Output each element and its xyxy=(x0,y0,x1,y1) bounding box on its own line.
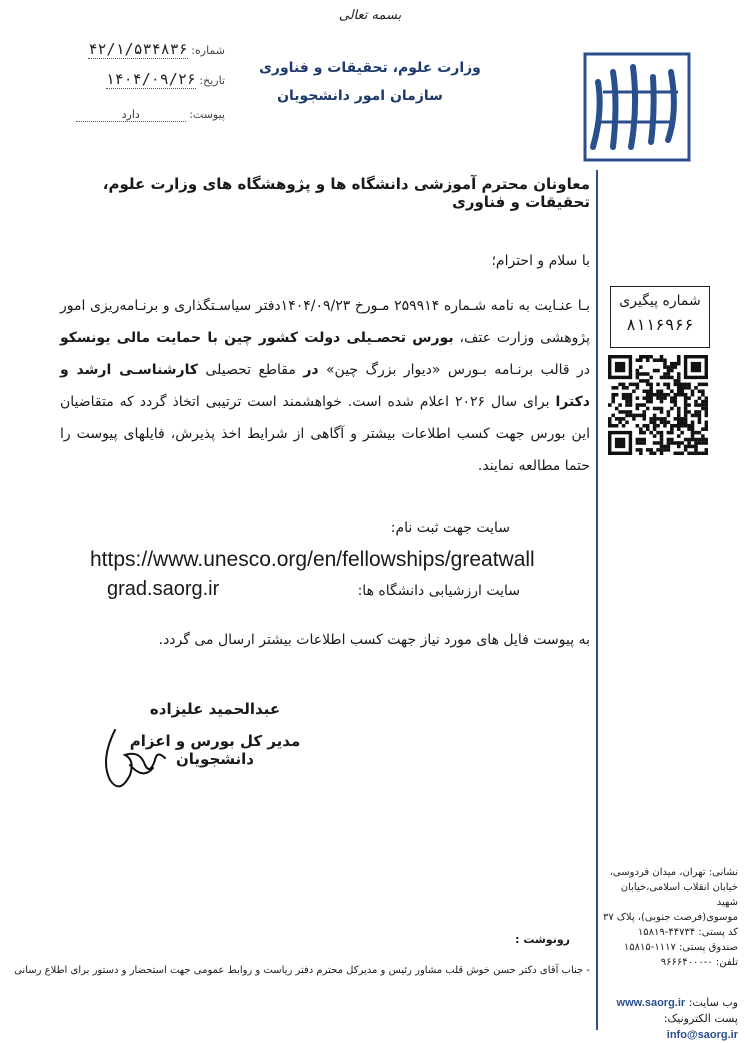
address-line-3: موسوی(فرصت جنوبی)، پلاک ۳۷ xyxy=(602,912,738,923)
greeting: با سلام و احترام؛ xyxy=(491,253,590,269)
tracking-box xyxy=(610,286,710,348)
qr-code[interactable] xyxy=(608,355,708,455)
tracking-label: شماره پیگیری xyxy=(619,293,701,309)
copy-label: رونوشت : xyxy=(515,933,570,946)
web-label: وب سایت: xyxy=(688,996,738,1009)
register-site-label: سایت جهت ثبت نام: xyxy=(390,520,510,536)
date-value: ۱۴۰۴/۰۹/۲۶ xyxy=(105,70,196,88)
body-text-4: برای سال ۲۰۲۶ اعلام شده است. خواهشمند است ترتیبی اتخاذ گردد که متقاضیان این بورس جهت کسب اطلاعات بیشتر و آگاهی از شرایط اخذ پذیرش، فایلهای پیوست را حتما مطالعه نمایند. xyxy=(60,394,590,474)
attachment-value: دارد xyxy=(76,108,186,122)
address-line-4: کد پستی: ۴۴۷۳۴-۱۵۸۱۹ xyxy=(637,927,738,938)
register-url-link[interactable]: https://www.unesco.org/en/fellowships/greatwall xyxy=(90,548,535,571)
email-value[interactable]: info@saorg.ir xyxy=(666,1029,738,1041)
evaluation-url-link[interactable]: grad.saorg.ir xyxy=(107,578,220,600)
letter-number-row xyxy=(35,40,225,59)
body-text-3: مقاطع تحصیلی xyxy=(198,362,304,378)
body-bold-2: در xyxy=(303,362,319,378)
recipient-line: معاونان محترم آموزشی دانشگاه ها و پژوهشگاه های وزارت علوم، تحقیقات و فناوری xyxy=(102,175,590,211)
address-line-1: نشانی: تهران، میدان فردوسی، xyxy=(609,867,738,878)
signatory-name: عبدالحمید علیزاده xyxy=(149,700,281,718)
organization-logo xyxy=(583,52,691,162)
letter-body xyxy=(60,290,590,482)
number-value: ۴۲/۱/۵۳۴۸۳۶ xyxy=(88,40,188,58)
number-label: شماره: xyxy=(191,44,225,57)
handwritten-signature xyxy=(95,720,175,800)
copy-line: - جناب آقای دکتر حسن خوش قلب مشاور رئیس و مدیرکل محترم دفتر ریاست و روابط عمومی جهت استحضار و دستور برای اطلاع رسانی xyxy=(14,965,590,976)
body-bold-1: بورس تحصـیلی دولت کشور چین با حمایت مالی یونسکو xyxy=(60,330,454,346)
ministry-name: وزارت علوم، تحقیقات و فناوری xyxy=(259,60,481,76)
body-bold-3: کارشناسـی ارشد و دکترا xyxy=(60,362,590,410)
attachment-note: به پیوست فایل های مورد نیاز جهت کسب اطلاعات بیشتر ارسال می گردد. xyxy=(158,632,590,648)
body-text-1: بـا عنـایت به نامه شـماره ۲۵۹۹۱۴ مـورخ ۱۴۰۴/۰۹/۲۳دفتر سیاسـتگذاری و برنـامه‌ریزی امور پژوهشی وزارت عتف، xyxy=(60,298,591,346)
letter-attachment-row xyxy=(35,108,225,122)
date-label: تاریخ: xyxy=(199,74,225,87)
evaluation-site-label: سایت ارزشیابی دانشگاه ها: xyxy=(357,583,520,599)
signatory-title: مدیر کل بورس و اعزام دانشجویان xyxy=(129,732,301,768)
body-text-2: در قالب برنـامه بـورس «دیوار بزرگ چین» xyxy=(318,362,590,378)
tracking-number: ۸۱۱۶۹۶۶ xyxy=(626,315,694,334)
letter-date-row xyxy=(35,70,225,89)
web-value[interactable]: www.saorg.ir xyxy=(616,997,686,1009)
address-line-5: صندوق پستی: ۱۱۱۷-۱۵۸۱۵ xyxy=(623,942,738,953)
attachment-label: پیوست: xyxy=(189,108,225,121)
basmala: بسمه تعالی xyxy=(338,8,402,23)
address-block xyxy=(598,865,738,970)
address-line-2: خیابان انقلاب اسلامی،خیابان شهید xyxy=(620,882,738,908)
email-label: پست الکترونیک: xyxy=(663,1012,738,1025)
organization-name: سازمان امور دانشجویان xyxy=(277,88,443,104)
address-line-6: تلفن: ۰-۹۶۶۶۴۰۰۰ xyxy=(660,957,738,968)
